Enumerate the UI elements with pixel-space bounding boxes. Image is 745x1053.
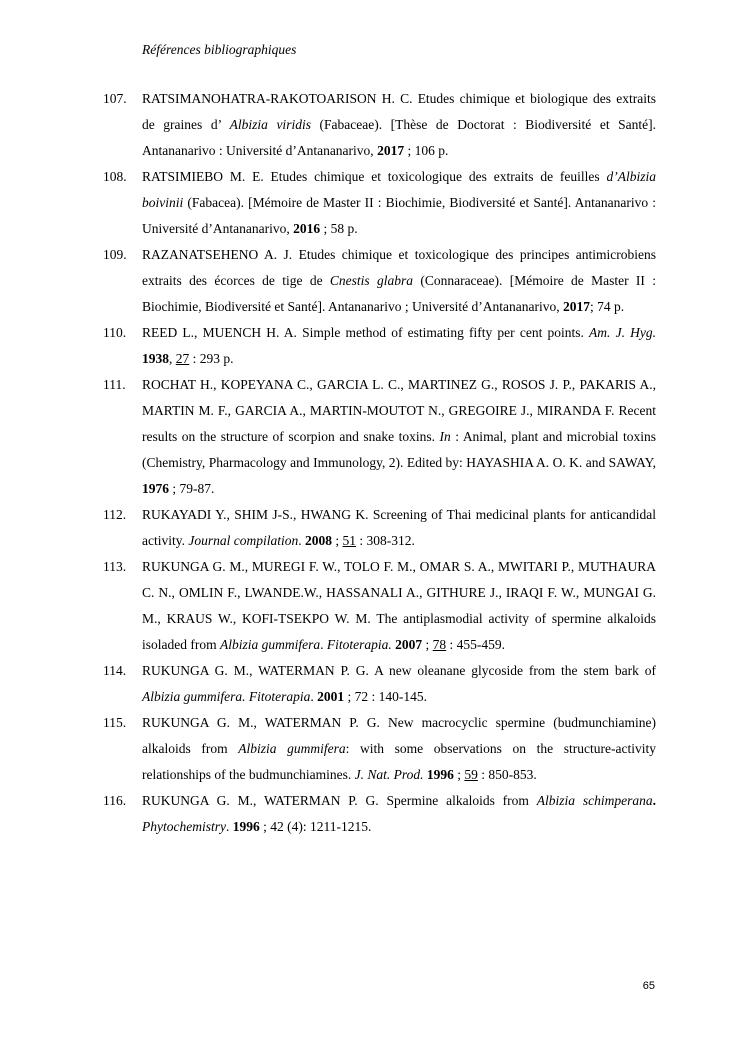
reference-entry (103, 502, 656, 554)
reference-fragment: 1938 (142, 351, 169, 366)
reference-fragment: 2017 (377, 143, 405, 158)
reference-number: 110. (103, 325, 127, 340)
reference-entry (103, 86, 656, 164)
reference-text (142, 86, 656, 164)
reference-entry (103, 372, 656, 502)
reference-fragment: Albizia viridis (229, 117, 311, 132)
reference-fragment: ; (422, 637, 433, 652)
reference-fragment: : 308-312. (356, 533, 415, 548)
reference-number: 111. (103, 377, 126, 392)
reference-fragment: 1976 (142, 481, 169, 496)
reference-fragment: 2016 (293, 221, 321, 236)
reference-number: 109. (103, 247, 127, 262)
reference-fragment: RUKAYADI Y., SHIM J-S., HWANG K. Screening of Thai medicinal plants for anticandidal activity. (142, 507, 656, 548)
reference-fragment: ; 72 : 140-145. (344, 689, 427, 704)
reference-fragment: REED L., MUENCH H. A. Simple method of estimating fifty per cent points. (142, 325, 590, 340)
reference-fragment: RUKUNGA G. M., MUREGI F. W., TOLO F. M., OMAR S. A., MWITARI P., MUTHAURA C. N., OMLIN F., LWANDE.W., HASSANALI A., GITHURE J., IRAQI F. W., MUNGAI G. M., KRAUS W., KOFI-TSEKPO W. M. The antiplasmodial activity of spermine alkaloids isoladed from (142, 559, 656, 652)
reference-fragment: Am. J. Hyg. (589, 325, 656, 340)
reference-fragment: : with some observations on the structure-activity relationships of the budmunchiamines. (142, 741, 656, 782)
reference-fragment: . (298, 533, 305, 548)
reference-fragment: RAZANATSEHENO A. J. Etudes chimique et toxicologique des principes antimicrobiens extraits des écorces de tige de (142, 247, 656, 288)
reference-fragment: . (225, 819, 233, 834)
reference-fragment: 78 (432, 637, 447, 652)
reference-fragment: 1996 (232, 819, 260, 834)
reference-fragment: Cnestis glabra (329, 273, 413, 288)
reference-number: 113. (103, 559, 127, 574)
reference-fragment: : 850-853. (477, 767, 537, 782)
reference-fragment: ; 106 p. (404, 143, 449, 158)
reference-fragment: Albizia gummifera (219, 637, 321, 652)
reference-fragment: ; (453, 767, 465, 782)
reference-text (142, 372, 656, 502)
reference-entry (103, 658, 656, 710)
reference-fragment: ; 74 p. (590, 299, 625, 314)
reference-fragment: Albizia gummifera (238, 741, 346, 756)
reference-fragment: d’Albizia boivinii (142, 169, 656, 210)
reference-entry (103, 710, 656, 788)
reference-fragment: 1996 (426, 767, 454, 782)
running-header: Références bibliographiques (142, 42, 297, 57)
reference-text (142, 788, 656, 840)
reference-fragment: Journal compilation (188, 533, 299, 548)
reference-number: 115. (103, 715, 127, 730)
reference-fragment: J. Nat. Prod. (354, 767, 424, 782)
reference-fragment: 59 (464, 767, 478, 782)
reference-fragment: RUKUNGA G. M., WATERMAN P. G. A new oleanane glycoside from the stem bark of (142, 663, 656, 678)
reference-fragment: 2017 (563, 299, 591, 314)
reference-number: 108. (103, 169, 127, 184)
reference-fragment: . (652, 793, 656, 808)
reference-fragment: ROCHAT H., KOPEYANA C., GARCIA L. C., MARTINEZ G., ROSOS J. P., PAKARIS A., MARTIN M. F., GARCIA A., MARTIN-MOUTOT N., GREGOIRE J., MIRANDA F. Recent results on the structure of scorpion and snake toxins. (142, 377, 656, 444)
reference-fragment: RATSIMIEBO M. E. Etudes chimique et toxicologique des extraits de feuilles (142, 169, 607, 184)
reference-number: 107. (103, 91, 127, 106)
reference-list (103, 86, 656, 840)
reference-fragment: Phytochemistry (142, 819, 226, 834)
reference-fragment: (Fabaceae). [Thèse de Doctorat : Biodiversité et Santé]. Antananarivo : Université d’Antananarivo, (142, 117, 656, 158)
reference-fragment: , (169, 351, 176, 366)
reference-text (142, 502, 656, 554)
reference-fragment: Fitoterapia. (326, 637, 392, 652)
reference-fragment: : 455-459. (446, 637, 505, 652)
reference-fragment: (Fabacea). [Mémoire de Master II : Biochimie, Biodiversité et Santé]. Antananarivo : Université d’Antananarivo, (142, 195, 656, 236)
reference-fragment: In (439, 429, 451, 444)
reference-fragment: 2001 (317, 689, 345, 704)
reference-fragment: (Connaraceae). [Mémoire de Master II : Biochimie, Biodiversité et Santé]. Antananarivo ; Université d’Antananarivo, (142, 273, 656, 314)
reference-text (142, 710, 656, 788)
reference-fragment: ; 58 p. (320, 221, 358, 236)
reference-fragment: : 293 p. (189, 351, 234, 366)
reference-text (142, 320, 656, 372)
reference-fragment: 51 (342, 533, 357, 548)
reference-entry (103, 164, 656, 242)
reference-fragment: RUKUNGA G. M., WATERMAN P. G. New macrocyclic spermine (budmunchiamine) alkaloids from (142, 715, 656, 756)
reference-entry (103, 242, 656, 320)
reference-fragment: ; 42 (4): 1211-1215. (259, 819, 372, 834)
reference-number: 116. (103, 793, 127, 808)
reference-fragment: RUKUNGA G. M., WATERMAN P. G. Spermine alkaloids from (142, 793, 537, 808)
reference-number: 114. (103, 663, 127, 678)
reference-fragment: ; (332, 533, 343, 548)
reference-fragment: : Animal, plant and microbial toxins (Chemistry, Pharmacology and Immunology, 2). Edited by: HAYASHIA A. O. K. and SAWAY, (142, 429, 656, 470)
reference-fragment: RATSIMANOHATRA-RAKOTOARISON H. C. Etudes chimique et biologique des extraits de graines d’ (142, 91, 656, 132)
reference-fragment: . (310, 689, 318, 704)
reference-fragment: ; 79-87. (169, 481, 215, 496)
reference-fragment: Albizia gummifera. Fitoterapia (142, 689, 311, 704)
reference-fragment: 2008 (305, 533, 332, 548)
reference-text (142, 554, 656, 658)
reference-text (142, 164, 656, 242)
reference-fragment: Albizia schimperana (536, 793, 653, 808)
page-number: 65 (642, 980, 655, 992)
reference-entry (103, 788, 656, 840)
reference-fragment: . (320, 637, 327, 652)
reference-text (142, 242, 656, 320)
reference-fragment: 2007 (395, 637, 423, 652)
reference-fragment: 27 (175, 351, 190, 366)
reference-entry (103, 320, 656, 372)
reference-text (142, 658, 656, 710)
reference-number: 112. (103, 507, 127, 522)
reference-entry (103, 554, 656, 658)
